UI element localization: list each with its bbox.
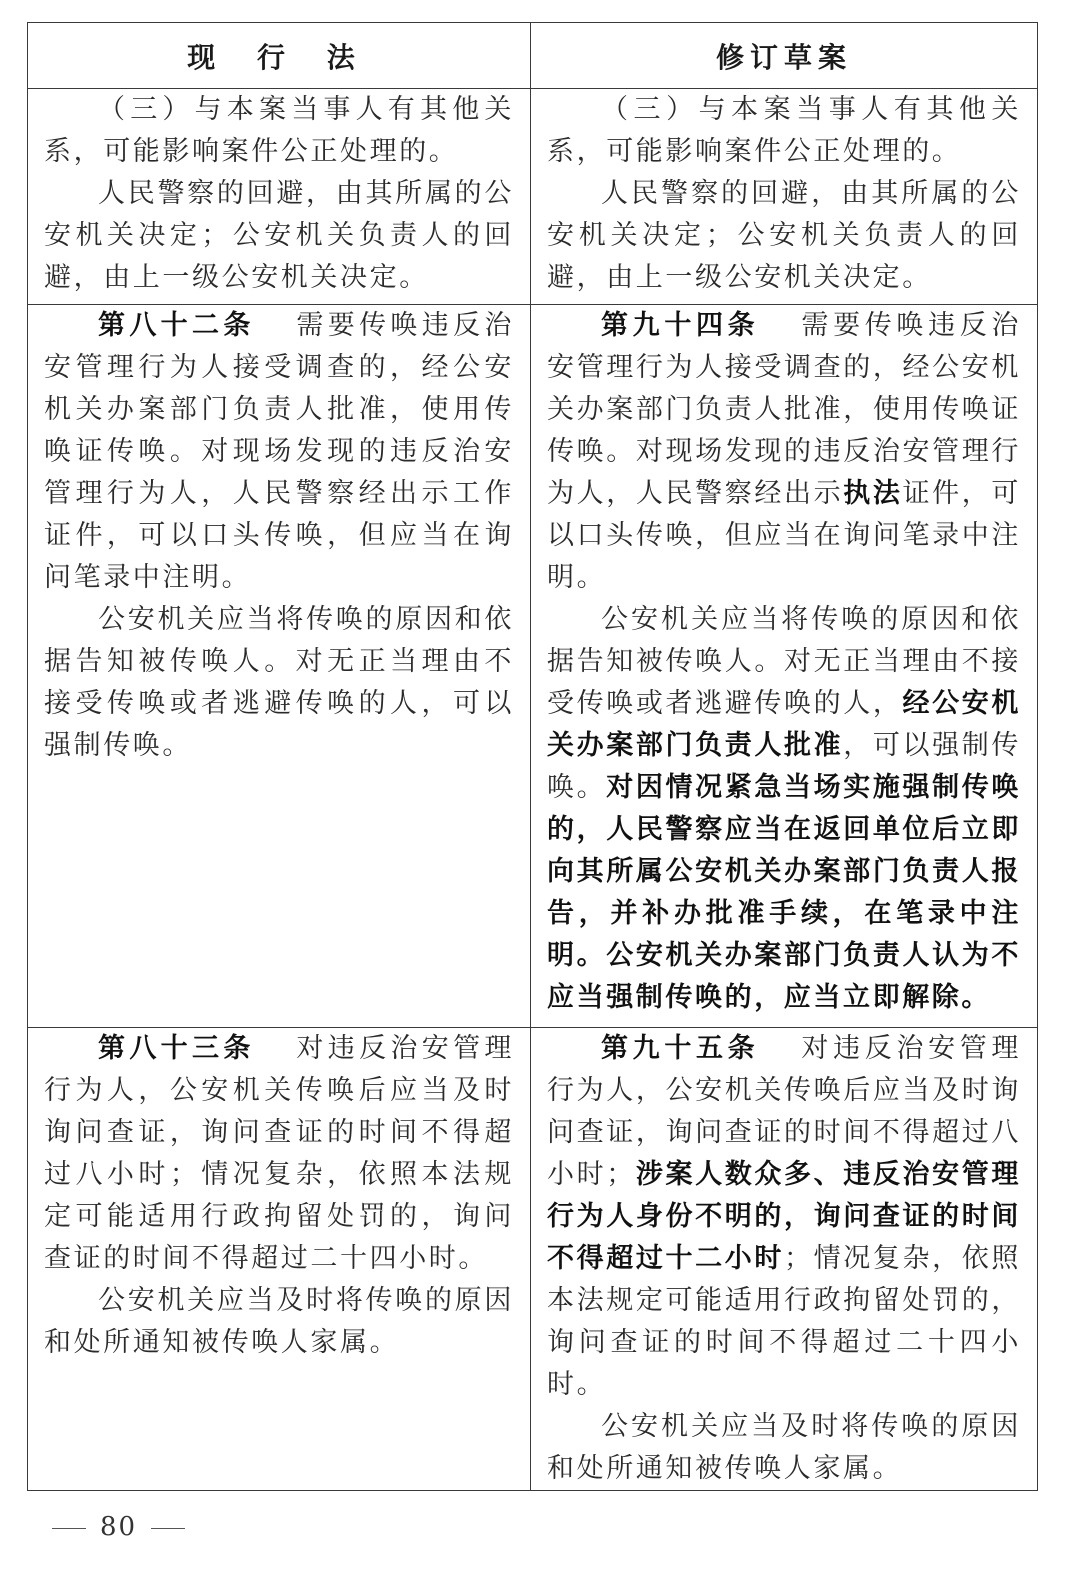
text-segment: 证件，可以口头传唤，但应当在询问笔录中注明。 — [547, 478, 1022, 593]
cell-current-law — [28, 1028, 531, 1491]
paragraph — [44, 1280, 514, 1364]
paragraph — [44, 305, 514, 599]
page-footer — [38, 1512, 199, 1542]
text-segment: 人民警察的回避，由其所属的公安机关决定；公安机关负责人的回避，由上一级公安机关决定。 — [547, 178, 1021, 293]
text-segment: 需要传唤违反治安管理行为人接受调查的，经公安机关办案部门负责人批准，使用传唤证传唤。对现场发现的违反治安管理行为人，人民警察经出示 — [547, 310, 1022, 509]
table-body — [28, 89, 1038, 1491]
bold-text: 对因情况紧急当场实施强制传唤的，人民警察应当在返回单位后立即向其所属公安机关办案部门负责人报告，并补办批准手续，在笔录中注明。公安机关办案部门负责人认为不应当强制传唤的，应当立即解除。 — [547, 772, 1022, 1013]
paragraph — [44, 173, 514, 299]
footer-dash-left — [52, 1528, 86, 1529]
article-number: 第九十四条 — [601, 310, 760, 341]
bold-text: 涉案人数众多、违反治安管理行为人身份不明的，询问查证的时间不得超过十二小时 — [547, 1159, 1021, 1274]
text-segment: 公安机关应当及时将传唤的原因和处所通知被传唤人家属。 — [547, 1411, 1021, 1484]
text-segment: 对违反治安管理行为人，公安机关传唤后应当及时询问查证，询问查证的时间不得超过八小时； — [547, 1033, 1022, 1190]
bold-text: 执法 — [843, 478, 903, 509]
footer-dash-right — [151, 1528, 185, 1529]
cell-current-law — [28, 305, 531, 1028]
text-segment: 人民警察的回避，由其所属的公安机关决定；公安机关负责人的回避，由上一级公安机关决定。 — [44, 178, 514, 293]
text-segment: 对违反治安管理行为人，公安机关传唤后应当及时询问查证，询问查证的时间不得超过八小时；情况复杂，依照本法规定可能适用行政拘留处罚的，询问查证的时间不得超过二十四小时。 — [44, 1033, 515, 1274]
paragraph — [547, 1406, 1021, 1490]
header-current-law: 现 行 法 — [28, 23, 531, 89]
article-number: 第八十三条 — [98, 1033, 255, 1064]
text-segment: 公安机关应当将传唤的原因和依据告知被传唤人。对无正当理由不接受传唤或者逃避传唤的人， — [547, 604, 1021, 719]
cell-revised-draft — [531, 305, 1038, 1028]
text-segment: 公安机关应当将传唤的原因和依据告知被传唤人。对无正当理由不接受传唤或者逃避传唤的人，可以强制传唤。 — [44, 604, 514, 761]
text-segment: ；情况复杂，依照本法规定可能适用行政拘留处罚的，询问查证的时间不得超过二十四小时。 — [547, 1243, 1021, 1400]
article-number: 第八十二条 — [98, 310, 255, 341]
table-row — [28, 305, 1038, 1028]
text-segment: 公安机关应当及时将传唤的原因和处所通知被传唤人家属。 — [44, 1285, 514, 1358]
paragraph — [547, 305, 1021, 599]
cell-revised-draft — [531, 1028, 1038, 1491]
comparison-table — [27, 22, 1038, 1491]
paragraph — [547, 89, 1021, 173]
paragraph — [44, 89, 514, 173]
header-revised-draft: 修订草案 — [531, 23, 1038, 89]
table-header-row — [28, 23, 1038, 89]
page-number: 80 — [100, 1512, 138, 1542]
cell-current-law — [28, 89, 531, 305]
paragraph — [44, 599, 514, 767]
table-row — [28, 89, 1038, 305]
cell-revised-draft — [531, 89, 1038, 305]
text-segment: （三）与本案当事人有其他关系，可能影响案件公正处理的。 — [44, 94, 514, 167]
text-segment: ，可以强制传唤。 — [547, 730, 1021, 803]
table-row — [28, 1028, 1038, 1491]
paragraph — [547, 599, 1021, 1019]
text-segment: （三）与本案当事人有其他关系，可能影响案件公正处理的。 — [547, 94, 1021, 167]
paragraph — [44, 1028, 514, 1280]
article-number: 第九十五条 — [601, 1033, 760, 1064]
paragraph — [547, 1028, 1021, 1406]
bold-text: 经公安机关办案部门负责人批准 — [547, 688, 1021, 761]
text-segment: 需要传唤违反治安管理行为人接受调查的，经公安机关办案部门负责人批准，使用传唤证传唤。对现场发现的违反治安管理行为人，人民警察经出示工作证件，可以口头传唤，但应当在询问笔录中注明。 — [44, 310, 515, 593]
paragraph — [547, 173, 1021, 299]
